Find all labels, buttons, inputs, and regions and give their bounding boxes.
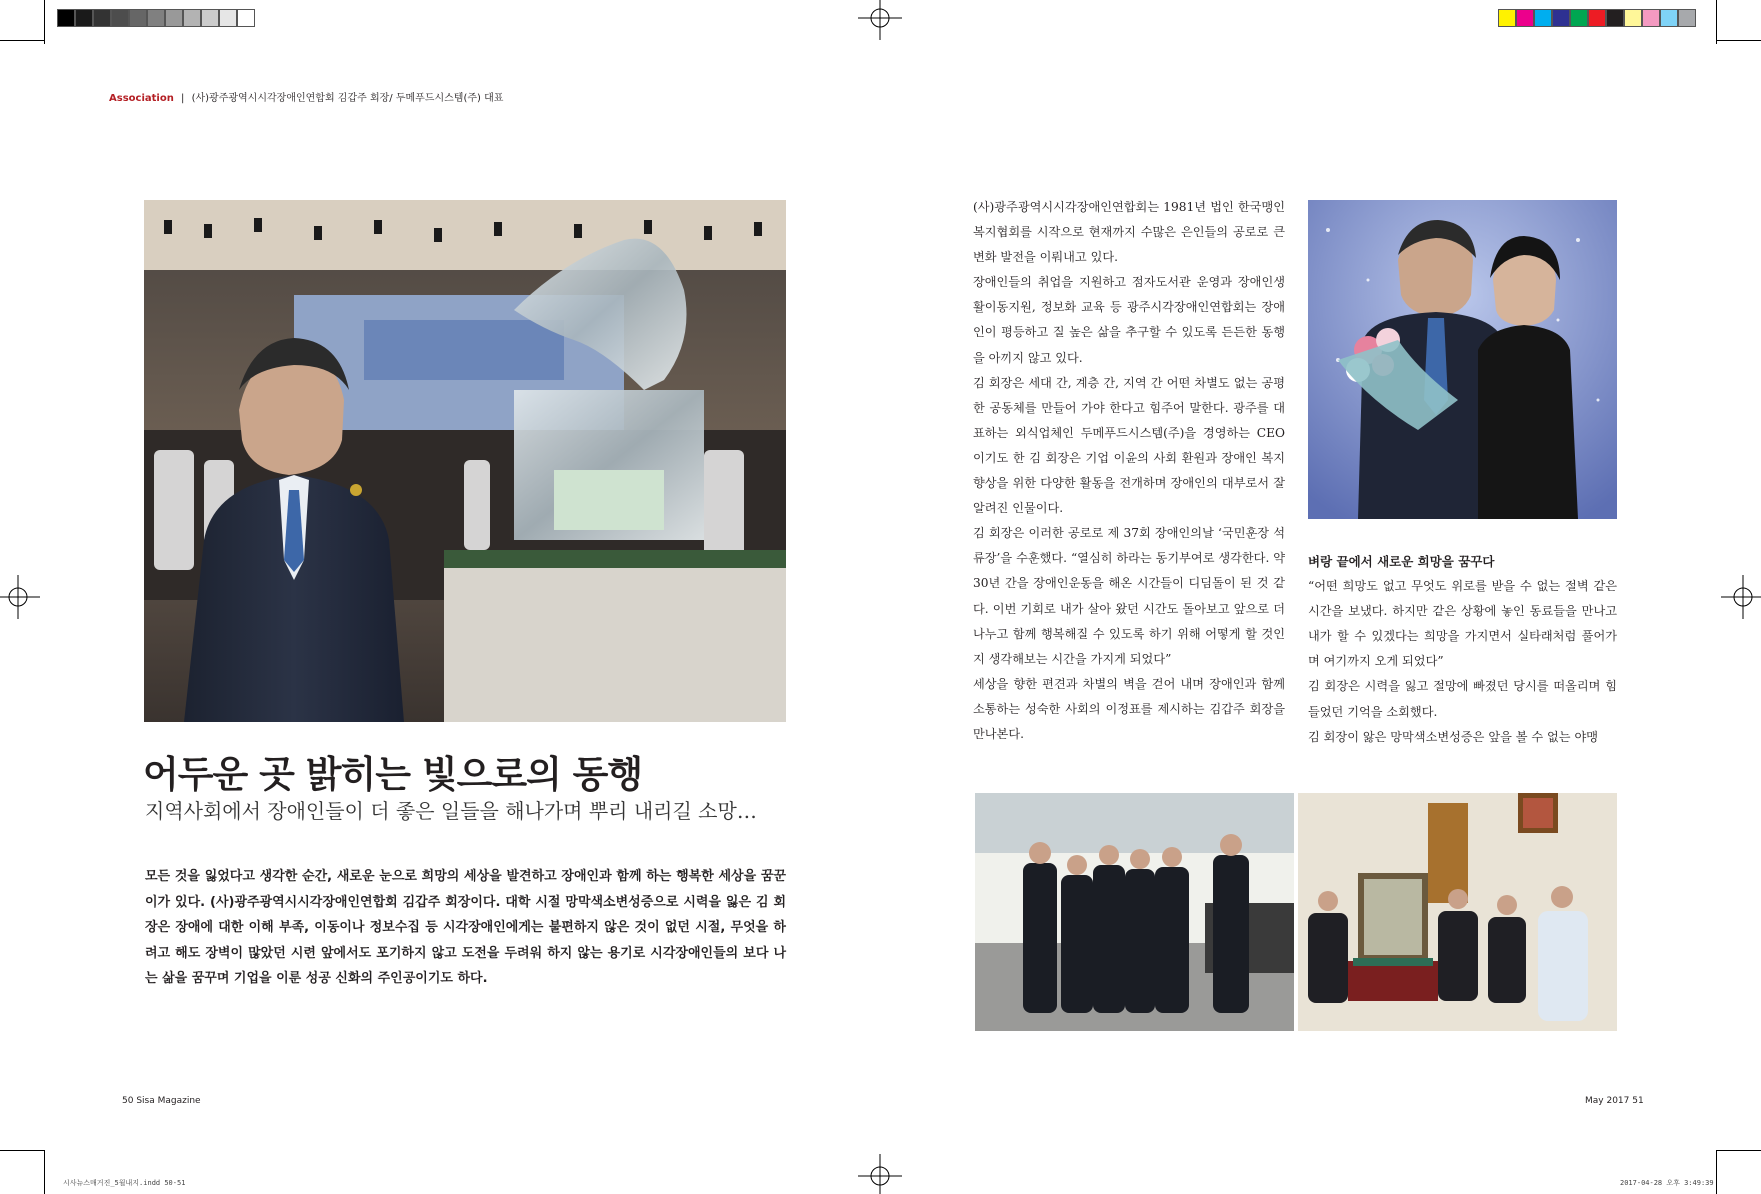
process-swatch	[1516, 9, 1534, 27]
crop-mark	[44, 0, 45, 44]
body-paragraph: 김 회장은 시력을 잃고 절망에 빠졌던 당시를 떠올리며 힘들었던 기억을 소회했다.	[1308, 679, 1617, 719]
grayscale-swatch	[93, 9, 111, 27]
process-swatch	[1624, 9, 1642, 27]
body-paragraph: 김 회장은 세대 간, 계층 간, 지역 간 어떤 차별도 없는 공평한 공동체를 만들어 가야 한다고 힘주어 말한다. 광주를 대표하는 외식업체인 두메푸드시스템(주)을 경영하는 CEO 이기도 한 김 회장은 기업 이윤의 사회 환원과 장애인 복지향상을 위한 다양한 활동을 전개하며 장애인의 대부로서 잘 알려진 인물이다.	[973, 375, 1285, 516]
article-headline: 어두운 곳 밝히는 빛으로의 동행	[143, 753, 643, 796]
grayscale-swatch	[183, 9, 201, 27]
section-tag: Association	[109, 93, 174, 104]
crop-mark	[1716, 0, 1717, 44]
article-subheadline: 지역사회에서 장애인들이 더 좋은 일들을 해나가며 뿌리 내리길 소망…	[145, 799, 757, 823]
group-photo-outdoor	[975, 793, 1294, 1031]
body-column-1	[973, 195, 1285, 747]
process-swatch	[1570, 9, 1588, 27]
grayscale-swatch	[129, 9, 147, 27]
process-swatch	[1678, 9, 1696, 27]
slug-filename: 시사뉴스매거진_5월내지.indd 50-51	[63, 1179, 186, 1187]
folio-left: 50 Sisa Magazine	[122, 1096, 201, 1106]
grayscale-swatch	[147, 9, 165, 27]
crop-mark	[0, 1150, 44, 1151]
grayscale-swatch	[237, 9, 255, 27]
body-paragraph: (사)광주광역시시각장애인연합회는 1981년 법인 한국맹인복지협회를 시작으로 현재까지 수많은 은인들의 공로로 큰 변화 발전을 이뤄내고 있다.	[973, 200, 1285, 265]
body-paragraph: 김 회장이 앓은 망막색소변성증은 앞을 볼 수 없는 야맹	[1308, 729, 1599, 744]
grayscale-swatch	[201, 9, 219, 27]
folio-right: May 2017 51	[1585, 1096, 1644, 1106]
crop-mark	[1717, 40, 1761, 41]
header-separator: |	[181, 93, 185, 104]
grayscale-swatch	[111, 9, 129, 27]
body-paragraph: 세상을 향한 편견과 차별의 벽을 걷어 내며 장애인과 함께 소통하는 성숙한 사회의 이정표를 제시하는 김갑주 회장을 만나본다.	[973, 676, 1285, 741]
running-header	[109, 89, 503, 104]
grayscale-swatch	[219, 9, 237, 27]
crop-mark	[44, 1150, 45, 1194]
process-swatch	[1552, 9, 1570, 27]
grayscale-swatch	[75, 9, 93, 27]
process-swatch	[1534, 9, 1552, 27]
registration-mark-right	[1717, 575, 1761, 619]
process-color-bar	[1498, 9, 1696, 27]
registration-mark-bottom	[858, 1150, 902, 1194]
process-swatch	[1588, 9, 1606, 27]
body-paragraph: “어떤 희망도 없고 무엇도 위로를 받을 수 없는 절벽 같은 시간을 보냈다. 하지만 같은 상황에 놓인 동료들을 만나고 내가 할 수 있겠다는 희망을 가지면서 실타래처럼 풀어가며 여기까지 오게 되었다”	[1308, 579, 1617, 669]
grayscale-swatch	[57, 9, 75, 27]
body-column-2	[1308, 549, 1617, 750]
crop-mark	[0, 40, 44, 41]
main-photo	[144, 200, 786, 722]
meeting-photo-indoor	[1298, 793, 1617, 1031]
section-heading: 벼랑 끝에서 새로운 희망을 꿈꾸다	[1308, 554, 1495, 569]
registration-mark-top	[858, 0, 902, 44]
slug-date: 2017-04-28 오후 3:49:39	[1620, 1179, 1714, 1187]
process-swatch	[1498, 9, 1516, 27]
award-bouquet-photo	[1308, 200, 1617, 519]
crop-mark	[1716, 1150, 1717, 1194]
process-swatch	[1606, 9, 1624, 27]
process-swatch	[1642, 9, 1660, 27]
crop-mark	[1717, 1150, 1761, 1151]
body-paragraph: 장애인들의 취업을 지원하고 점자도서관 운영과 장애인생활이동지원, 정보화 교육 등 광주시각장애인연합회는 장애인이 평등하고 질 높은 삶을 추구할 수 있도록 든든한 동행을 아끼지 않고 있다.	[973, 275, 1285, 365]
header-subject: (사)광주광역시시각장애인연합회 김갑주 회장/ 두메푸드시스템(주) 대표	[191, 93, 504, 104]
process-swatch	[1660, 9, 1678, 27]
grayscale-swatch	[165, 9, 183, 27]
registration-mark-left	[0, 575, 44, 619]
grayscale-color-bar	[57, 9, 255, 27]
lead-paragraph: 모든 것을 잃었다고 생각한 순간, 새로운 눈으로 희망의 세상을 발견하고 장애인과 함께 하는 행복한 세상을 꿈꾼 이가 있다. (사)광주광역시시각장애인연합회 김갑주 회장이다. 대학 시절 망막색소변성증으로 시력을 잃은 김 회장은 장애에 대한 이해 부족, 이동이나 정보수집 등 시각장애인에게는 불편하지 않은 것이 없던 시절, 무엇을 하려고 해도 장벽이 많았던 시련 앞에서도 포기하지 않고 도전을 두려워 하지 않는 용기로 시각장애인들의 보다 나는 삶을 꿈꾸며 기업을 이룬 성공 신화의 주인공이기도 하다.	[145, 869, 786, 986]
body-paragraph: 김 회장은 이러한 공로로 제 37회 장애인의날 ‘국민훈장 석류장’을 수훈했다. “열심히 하라는 동기부여로 생각한다. 약 30년 간을 장애인운동을 해온 시간들이 디딤돌이 된 것 같다. 이번 기회로 내가 살아 왔던 시간도 돌아보고 앞으로 더 나누고 함께 행복해질 수 있도록 하기 위해 어떻게 할 것인지 생각해보는 시간을 가지게 되었다”	[973, 526, 1285, 666]
